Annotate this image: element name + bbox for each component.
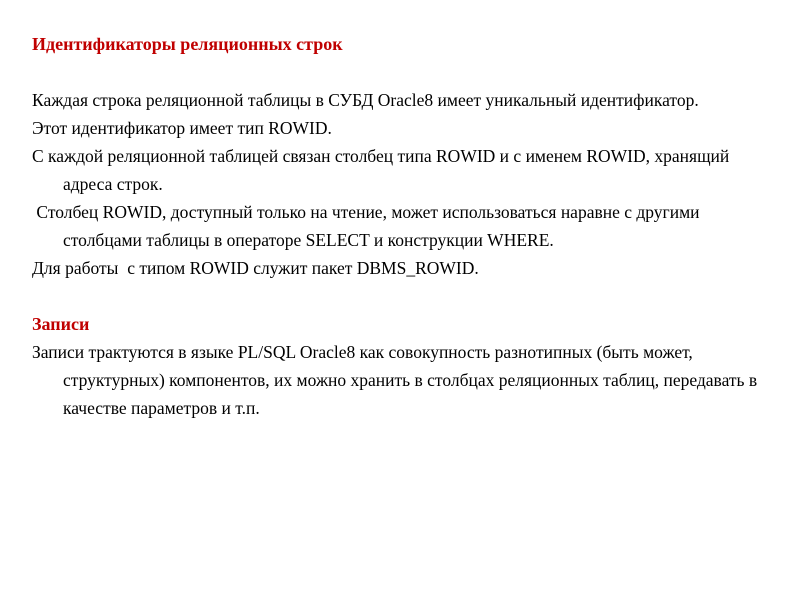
rowid-paragraph-2: Этот идентификатор имеет тип ROWID. [32,118,332,138]
slide-content [32,30,762,422]
rowid-paragraph-3: С каждой реляционной таблицей связан столбец типа ROWID и с именем ROWID, хранящий адреса строк. [32,146,730,194]
rowid-paragraph-4: Столбец ROWID, доступный только на чтение, может использоваться наравне с другими столбцами таблицы в операторе SELECT и конструкции WHERE. [32,202,704,250]
spacer [32,58,762,86]
records-heading: Записи [32,314,90,334]
records-paragraph-1: Записи трактуются в языке PL/SQL Oracle8 как совокупность разнотипных (быть может, структурных) компонентов, их можно хранить в столбцах реляционных таблиц, передавать в качестве параметров и т.п. [32,342,758,418]
rowid-heading: Идентификаторы реляционных строк [32,34,343,54]
spacer [32,282,762,310]
rowid-paragraph-1: Каждая строка реляционной таблицы в СУБД Oracle8 имеет уникальный идентификатор. [32,90,699,110]
rowid-paragraph-5: Для работы с типом ROWID служит пакет DBMS_ROWID. [32,258,479,278]
